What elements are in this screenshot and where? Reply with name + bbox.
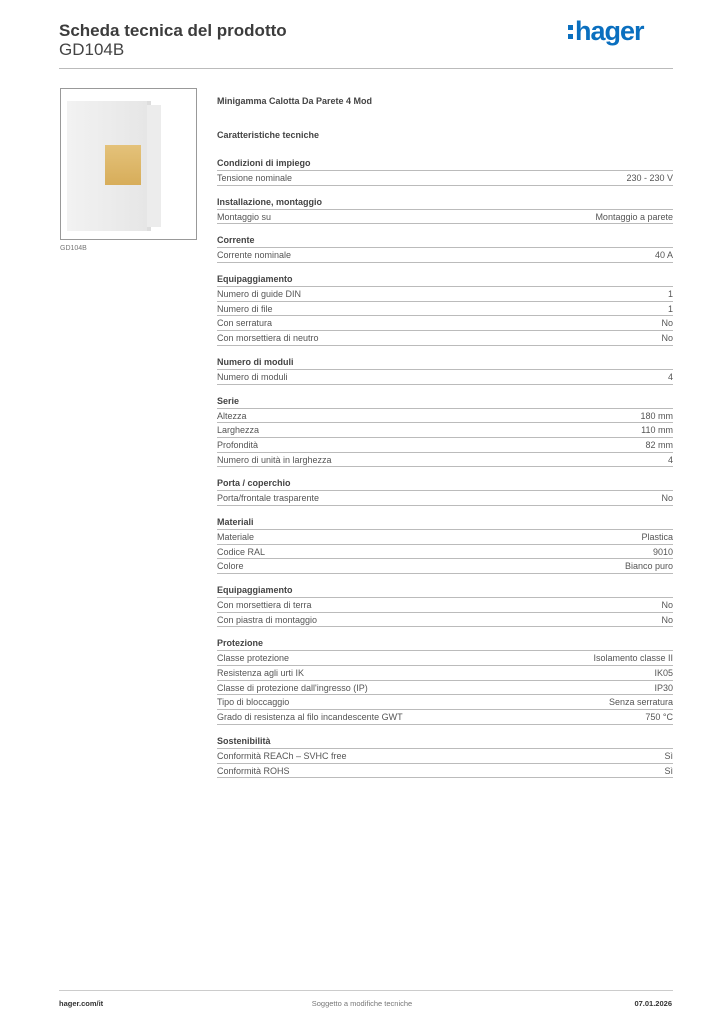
spec-label: Colore xyxy=(217,561,244,572)
spec-row xyxy=(217,681,673,696)
section-title: Materiali xyxy=(217,515,673,530)
spec-section xyxy=(217,476,673,506)
section-title: Serie xyxy=(217,394,673,409)
page-title: Scheda tecnica del prodotto xyxy=(59,21,287,40)
spec-row xyxy=(217,302,673,317)
spec-label: Altezza xyxy=(217,410,247,421)
spec-value: 750 °C xyxy=(645,712,673,723)
section-title: Porta / coperchio xyxy=(217,476,673,491)
spec-value: 40 A xyxy=(654,250,673,261)
spec-row xyxy=(217,695,673,710)
spec-row xyxy=(217,666,673,681)
spec-value: Montaggio a parete xyxy=(595,211,673,222)
spec-row xyxy=(217,491,673,506)
spec-value: Bianco puro xyxy=(624,561,673,572)
spec-section xyxy=(217,636,673,724)
spec-section xyxy=(217,156,673,186)
spec-label: Numero di moduli xyxy=(217,371,288,382)
spec-value: 1 xyxy=(667,289,673,300)
spec-row xyxy=(217,559,673,574)
spec-value: Sì xyxy=(664,765,673,776)
characteristics-title: Caratteristiche tecniche xyxy=(217,130,320,140)
spec-section xyxy=(217,233,673,263)
spec-section xyxy=(217,583,673,627)
spec-label: Classe protezione xyxy=(217,653,290,664)
spec-value: IP30 xyxy=(654,682,673,693)
spec-label: Profondità xyxy=(217,439,259,450)
spec-section xyxy=(217,195,673,225)
spec-row xyxy=(217,710,673,725)
spec-label: Classe di protezione dall'ingresso (IP) xyxy=(217,682,368,693)
spec-value: Senza serratura xyxy=(608,697,673,708)
spec-row xyxy=(217,248,673,263)
spec-row xyxy=(217,316,673,331)
spec-label: Porta/frontale trasparente xyxy=(217,493,320,504)
spec-label: Codice RAL xyxy=(217,546,266,557)
footer-website[interactable]: hager.com/it xyxy=(59,999,104,1008)
spec-label: Grado di resistenza al filo incandescente GWT xyxy=(217,712,403,723)
spec-value: 180 mm xyxy=(640,410,673,421)
section-title: Numero di moduli xyxy=(217,355,673,370)
spec-row xyxy=(217,764,673,779)
spec-label: Numero di file xyxy=(217,303,273,314)
spec-label: Corrente nominale xyxy=(217,250,292,261)
spec-row xyxy=(217,438,673,453)
spec-label: Tipo di bloccaggio xyxy=(217,697,290,708)
spec-label: Resistenza agli urti IK xyxy=(217,668,305,679)
spec-value: Sì xyxy=(664,750,673,761)
spec-row xyxy=(217,171,673,186)
spec-label: Montaggio su xyxy=(217,211,272,222)
spec-section xyxy=(217,394,673,468)
spec-row xyxy=(217,370,673,385)
spec-row xyxy=(217,453,673,468)
spec-label: Tensione nominale xyxy=(217,173,293,183)
spec-value: No xyxy=(661,318,673,329)
spec-section xyxy=(217,355,673,385)
product-code: GD104B xyxy=(59,40,125,59)
spec-section xyxy=(217,272,673,346)
spec-label: Con morsettiera di terra xyxy=(217,600,312,610)
section-title: Corrente xyxy=(217,233,673,248)
section-title: Installazione, montaggio xyxy=(217,195,673,210)
spec-label: Conformità REACh – SVHC free xyxy=(217,750,347,761)
spec-section xyxy=(217,515,673,574)
spec-value: No xyxy=(661,493,673,504)
spec-value: 230 - 230 V xyxy=(626,173,673,183)
spec-sections xyxy=(217,156,673,778)
image-caption: GD104B xyxy=(60,245,87,252)
spec-value: 110 mm xyxy=(641,425,673,436)
spec-sheet xyxy=(217,96,673,787)
section-title: Condizioni di impiego xyxy=(217,156,673,171)
spec-value: IK05 xyxy=(654,668,673,679)
spec-label: Numero di unità in larghezza xyxy=(217,454,332,465)
footer-divider xyxy=(59,990,673,991)
section-title: Equipaggiamento xyxy=(217,583,673,598)
section-title: Equipaggiamento xyxy=(217,272,673,287)
spec-label: Numero di guide DIN xyxy=(217,289,302,300)
product-name: Minigamma Calotta Da Parete 4 Mod xyxy=(217,96,373,106)
spec-row xyxy=(217,287,673,302)
spec-row xyxy=(217,545,673,560)
spec-label: Materiale xyxy=(217,531,255,542)
spec-value: 82 mm xyxy=(645,439,673,450)
section-title: Protezione xyxy=(217,636,673,651)
spec-row xyxy=(217,651,673,666)
section-title: Sostenibilità xyxy=(217,734,673,749)
spec-value: 4 xyxy=(667,454,673,465)
spec-value: 9010 xyxy=(652,546,673,557)
spec-row xyxy=(217,210,673,225)
spec-value: Plastica xyxy=(641,531,673,542)
spec-label: Con morsettiera di neutro xyxy=(217,333,319,344)
spec-row xyxy=(217,598,673,613)
spec-row xyxy=(217,423,673,438)
spec-row xyxy=(217,331,673,346)
spec-section xyxy=(217,734,673,778)
footer-note: Soggetto a modifiche tecniche xyxy=(311,999,413,1008)
spec-value: 4 xyxy=(667,371,673,382)
spec-value: No xyxy=(661,333,673,344)
spec-label: Con serratura xyxy=(217,318,273,329)
spec-value: No xyxy=(661,600,673,610)
hager-logo: hager xyxy=(568,16,644,47)
spec-row xyxy=(217,409,673,424)
spec-row xyxy=(217,613,673,628)
spec-label: Larghezza xyxy=(217,425,260,436)
spec-label: Conformità ROHS xyxy=(217,765,290,776)
spec-value: 1 xyxy=(667,303,673,314)
spec-value: Isolamento classe II xyxy=(593,653,673,664)
header-divider xyxy=(59,68,673,69)
spec-value: No xyxy=(661,614,673,625)
spec-row xyxy=(217,530,673,545)
footer-date: 07.01.2026 xyxy=(634,999,672,1008)
spec-row xyxy=(217,749,673,764)
product-image xyxy=(60,88,197,240)
spec-label: Con piastra di montaggio xyxy=(217,614,318,625)
